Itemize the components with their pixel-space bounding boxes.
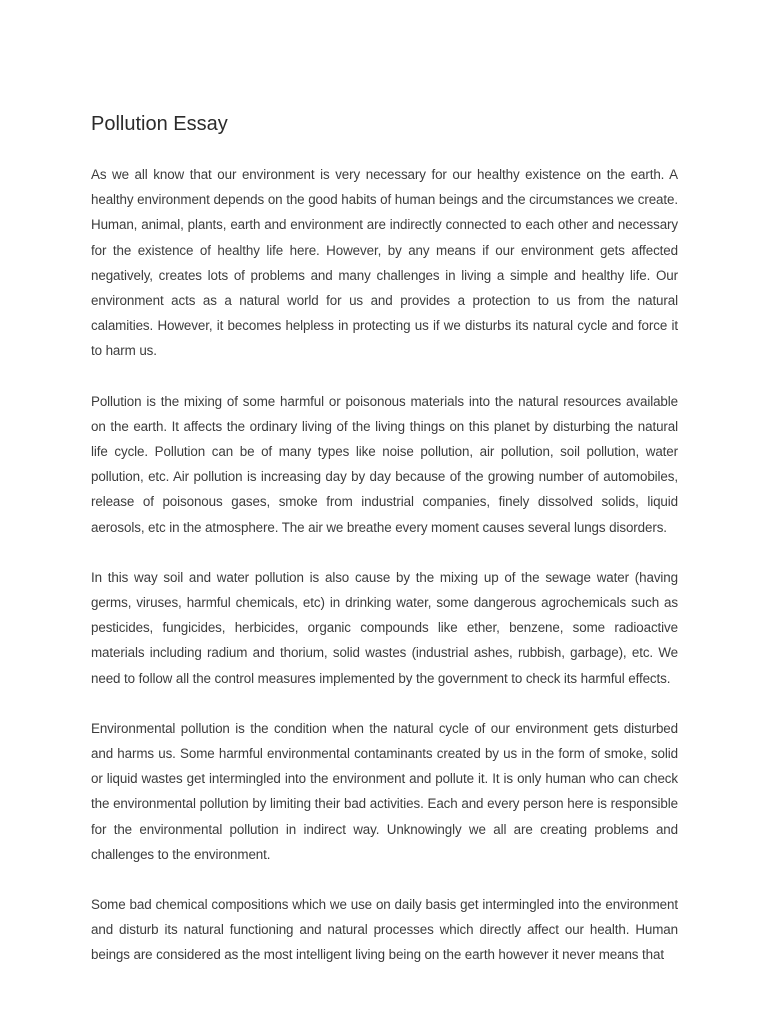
paragraph-3: In this way soil and water pollution is also cause by the mixing up of the sewage water (having germs, viruses, harmful chemicals, etc) in drinking water, some dangerous agrochemicals such as pesticides, fungicides, herbicides, organic compounds like ether, benzene, some radioactive materials including radium and thorium, solid wastes (industrial ashes, rubbish, garbage), etc. We need to follow all the control measures implemented by the government to check its harmful effects. [91, 569, 678, 686]
paragraph-5: Some bad chemical compositions which we use on daily basis get intermingled into the environment and disturb its natural functioning and natural processes which directly affect our health. Human beings are considered as the most intelligent living being on the earth however it never means that [91, 897, 678, 963]
document-title: Pollution Essay [91, 113, 228, 135]
paragraph-4: Environmental pollution is the condition when the natural cycle of our environment gets disturbed and harms us. Some harmful environmental contaminants created by us in the form of smoke, solid or liquid wastes get intermingled into the environment and pollute it. It is only human who can check the environmental pollution by limiting their bad activities. Each and every person here is responsible for the environmental pollution in indirect way. Unknowingly we all are creating problems and challenges to the environment. [91, 720, 678, 862]
paragraph-1: As we all know that our environment is very necessary for our healthy existence on the earth. A healthy environment depends on the good habits of human beings and the circumstances we create. Human, animal, plants, earth and environment are indirectly connected to each other and necessary for the existence of healthy life here. However, by any means if our environment gets affected negatively, creates lots of problems and many challenges in living a simple and healthy life. Our environment acts as a natural world for us and provides a protection to us from the natural calamities. However, it becomes helpless in protecting us if we disturbs its natural cycle and force it to harm us. [91, 167, 678, 359]
paragraph-2: Pollution is the mixing of some harmful or poisonous materials into the natural resources available on the earth. It affects the ordinary living of the living things on this planet by disturbing the natural life cycle. Pollution can be of many types like noise pollution, air pollution, soil pollution, water pollution, etc. Air pollution is increasing day by day because of the growing number of automobiles, release of poisonous gases, smoke from industrial companies, finely dissolved solids, liquid aerosols, etc in the atmosphere. The air we breathe every moment causes several lungs disorders. [91, 393, 678, 535]
